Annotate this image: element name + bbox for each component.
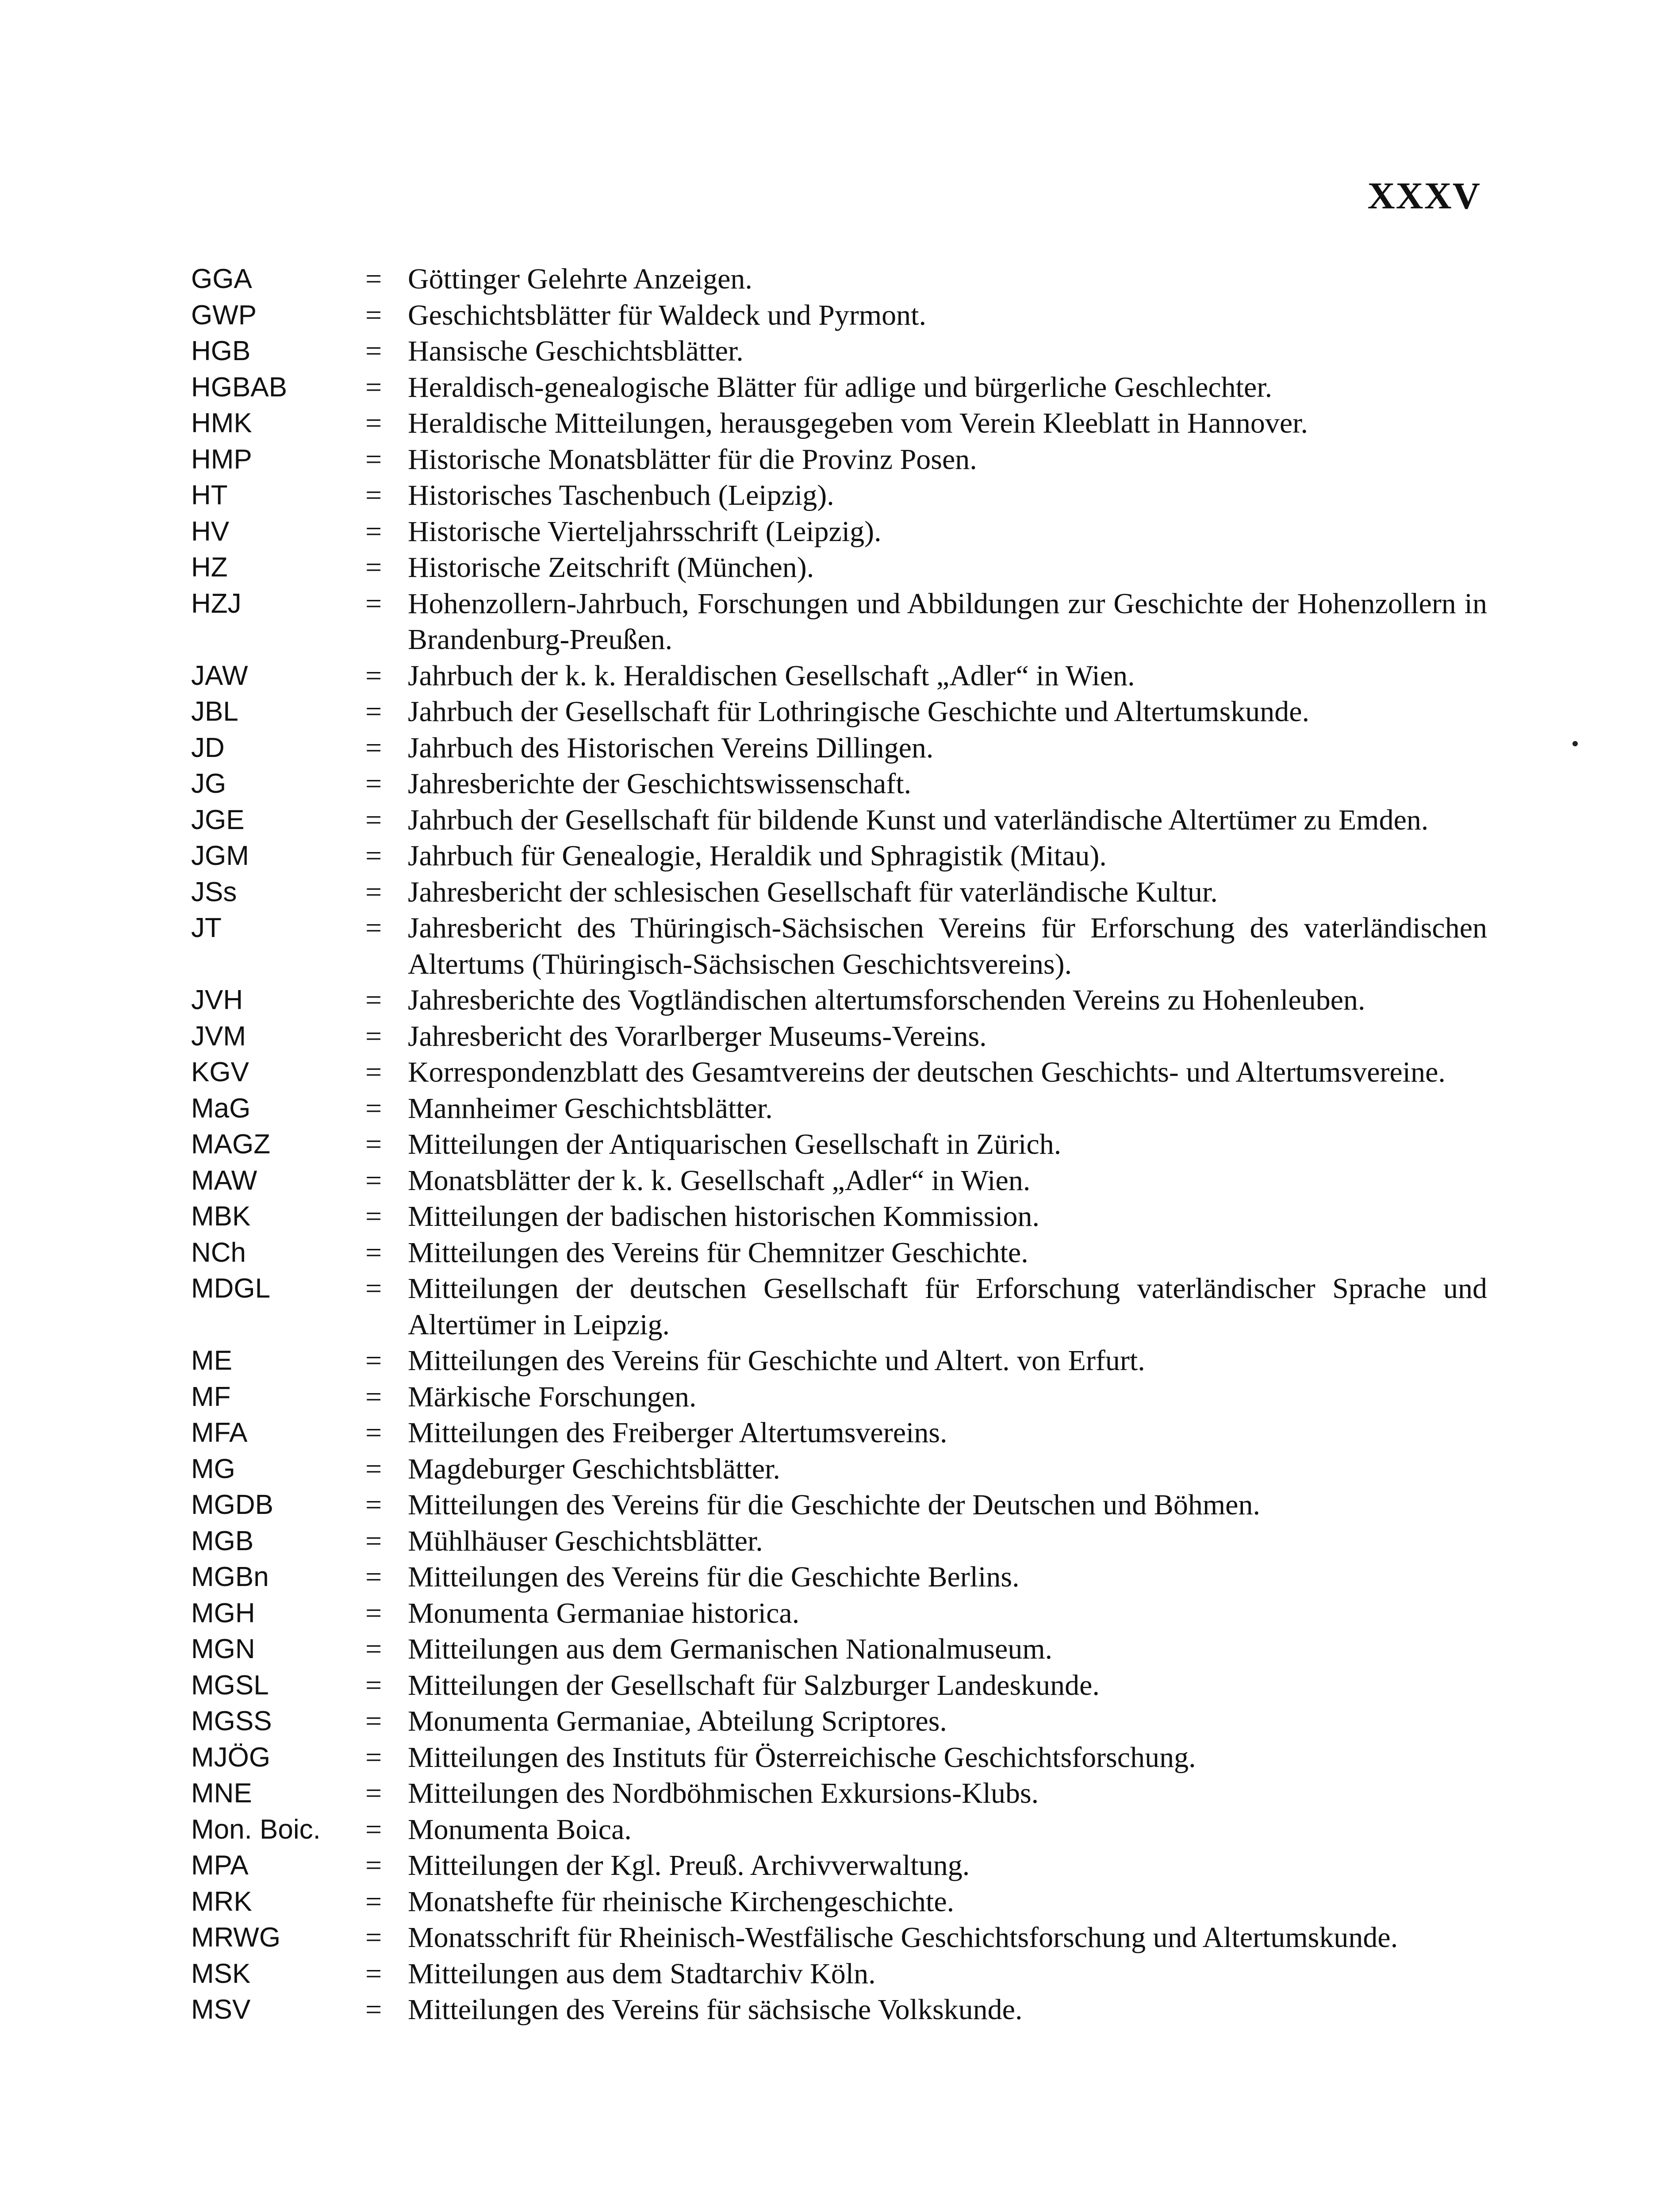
entry-abbreviation: MGBn [191,1562,269,1592]
abbreviation-entry [191,1126,1487,1163]
entry-abbreviation: JGE [191,804,245,835]
abbreviation-entry [191,730,1487,766]
abbreviation-entry [191,1343,1487,1379]
abbreviation-entry [191,405,1487,442]
equals-sign: = [365,1452,382,1485]
entry-abbreviation: MJÖG [191,1742,271,1773]
equals-sign: = [365,1957,382,1990]
equals-sign: = [365,1849,382,1882]
equals-sign: = [365,1669,382,1701]
entry-abbreviation: MGSS [191,1706,272,1736]
entry-title: Heraldisch-genealogische Blätter für adlige und bürgerliche Geschlechter. [408,371,1273,403]
abbreviation-entry [191,1884,1487,1920]
abbreviation-entry [191,1235,1487,1271]
abbreviation-entry [191,1271,1487,1343]
entry-abbreviation: GWP [191,300,257,330]
entry-title: Magdeburger Geschichtsblätter. [408,1452,780,1485]
equals-sign: = [365,551,382,584]
entry-title: Jahrbuch der k. k. Heraldischen Gesellschaft „Adler“ in Wien. [408,659,1135,692]
abbreviation-entry [191,1415,1487,1451]
entry-title: Mitteilungen aus dem Germanischen Nationalmuseum. [408,1633,1053,1665]
abbreviation-entry [191,1595,1487,1632]
abbreviation-entry [191,1667,1487,1704]
equals-sign: = [365,1344,382,1377]
abbreviation-entry [191,1451,1487,1487]
entry-abbreviation: MRK [191,1886,252,1917]
entry-abbreviation: GGA [191,264,252,294]
entry-abbreviation: HV [191,516,230,547]
equals-sign: = [365,335,382,367]
entry-title: Mitteilungen des Vereins für die Geschichte der Deutschen und Böhmen. [408,1489,1260,1521]
entry-title: Mitteilungen des Nordböhmischen Exkursions-Klubs. [408,1777,1039,1809]
abbreviation-entry [191,1920,1487,1956]
abbreviation-entry [191,1018,1487,1055]
entry-abbreviation: HZ [191,552,228,583]
entry-abbreviation: MAW [191,1165,257,1196]
equals-sign: = [365,1993,382,2026]
entry-abbreviation: MNE [191,1778,252,1809]
equals-sign: = [365,1056,382,1088]
equals-sign: = [365,1417,382,1449]
abbreviation-entry [191,1812,1487,1848]
entry-title: Mitteilungen des Vereins für die Geschichte Berlins. [408,1561,1020,1593]
entry-abbreviation: JVH [191,985,243,1015]
equals-sign: = [365,912,382,944]
entry-abbreviation: MDGL [191,1273,271,1304]
entry-abbreviation: MSK [191,1958,251,1989]
abbreviation-entry [191,874,1487,910]
abbreviation-entry [191,586,1487,658]
entry-title: Jahresbericht des Thüringisch-Sächsischen Vereins für Erforschung des vaterländischen Altertums (Thüringisch-Sächsischen Geschichtsvereins). [408,912,1487,980]
equals-sign: = [365,803,382,836]
equals-sign: = [365,768,382,800]
equals-sign: = [365,984,382,1016]
abbreviation-entry [191,1775,1487,1812]
entry-title: Göttinger Gelehrte Anzeigen. [408,263,752,295]
entry-title: Mitteilungen der Gesellschaft für Salzburger Landeskunde. [408,1669,1100,1701]
equals-sign: = [365,1813,382,1846]
entry-title: Jahresbericht des Vorarlberger Museums-Vereins. [408,1020,987,1052]
entry-abbreviation: MAGZ [191,1129,271,1160]
entry-abbreviation: MBK [191,1201,251,1232]
entry-title: Mitteilungen der Antiquarischen Gesellschaft in Zürich. [408,1128,1062,1160]
equals-sign: = [365,263,382,295]
equals-sign: = [365,659,382,692]
entry-abbreviation: MSV [191,1994,251,2025]
equals-sign: = [365,1705,382,1737]
equals-sign: = [365,1164,382,1197]
abbreviation-entry [191,549,1487,586]
equals-sign: = [365,1236,382,1269]
entry-abbreviation: MG [191,1453,235,1484]
entry-title: Historische Zeitschrift (München). [408,551,814,584]
equals-sign: = [365,1777,382,1809]
equals-sign: = [365,1525,382,1557]
entry-title: Hohenzollern-Jahrbuch, Forschungen und Abbildungen zur Geschichte der Hohenzollern in Brandenburg-Preußen. [408,587,1487,656]
equals-sign: = [365,1633,382,1665]
entry-title: Hansische Geschichtsblätter. [408,335,744,367]
entry-title: Mitteilungen des Vereins für Geschichte und Altert. von Erfurt. [408,1344,1145,1377]
entry-title: Geschichtsblätter für Waldeck und Pyrmont. [408,299,927,331]
abbreviation-entry [191,1631,1487,1667]
entry-abbreviation: MFA [191,1417,248,1448]
equals-sign: = [365,1128,382,1160]
abbreviation-entry [191,1740,1487,1776]
equals-sign: = [365,371,382,403]
abbreviation-entry [191,1523,1487,1559]
entry-abbreviation: MGH [191,1598,255,1628]
entry-title: Jahresbericht der schlesischen Gesellschaft für vaterländische Kultur. [408,876,1218,908]
abbreviation-entry [191,838,1487,874]
abbreviation-entry [191,477,1487,514]
equals-sign: = [365,1741,382,1774]
page-number: XXXV [1367,174,1481,217]
abbreviation-entry [191,514,1487,550]
abbreviation-entry [191,297,1487,334]
abbreviation-entry [191,1198,1487,1235]
entry-title: Historische Monatsblätter für die Provinz Posen. [408,443,977,476]
entry-abbreviation: MPA [191,1850,249,1881]
entry-title: Mühlhäuser Geschichtsblätter. [408,1525,763,1557]
equals-sign: = [365,1921,382,1954]
entry-abbreviation: ME [191,1345,232,1376]
entry-title: Monatshefte für rheinische Kirchengeschichte. [408,1885,955,1918]
equals-sign: = [365,876,382,908]
equals-sign: = [365,1885,382,1918]
entry-title: Mitteilungen aus dem Stadtarchiv Köln. [408,1957,876,1990]
equals-sign: = [365,1597,382,1629]
entry-abbreviation: MF [191,1381,231,1412]
abbreviation-entry [191,1091,1487,1127]
entry-title: Jahrbuch der Gesellschaft für bildende Kunst und vaterländische Altertümer zu Emden. [408,803,1429,836]
equals-sign: = [365,731,382,764]
entry-abbreviation: HGBAB [191,372,288,403]
abbreviation-entry [191,1992,1487,2028]
abbreviation-entry [191,1847,1487,1884]
equals-sign: = [365,1020,382,1052]
entry-abbreviation: JD [191,732,225,763]
entry-abbreviation: KGV [191,1057,249,1087]
equals-sign: = [365,1092,382,1125]
abbreviation-entry [191,1163,1487,1199]
equals-sign: = [365,1272,382,1305]
entry-abbreviation: MGSL [191,1670,269,1701]
abbreviation-entry [191,442,1487,478]
abbreviation-entry [191,369,1487,406]
abbreviation-entry [191,658,1487,694]
equals-sign: = [365,443,382,476]
entry-title: Jahrbuch für Genealogie, Heraldik und Sphragistik (Mitau). [408,840,1107,872]
entry-title: Mitteilungen des Vereins für sächsische Volkskunde. [408,1993,1023,2026]
abbreviation-entry [191,694,1487,730]
equals-sign: = [365,1200,382,1233]
equals-sign: = [365,1489,382,1521]
entry-abbreviation: JVM [191,1021,246,1052]
abbreviation-entry [191,802,1487,838]
entry-title: Jahrbuch der Gesellschaft für Lothringische Geschichte und Altertumskunde. [408,695,1310,728]
entry-abbreviation: JT [191,913,222,943]
entry-abbreviation: JBL [191,696,238,727]
equals-sign: = [365,515,382,548]
entry-title: Monatsblätter der k. k. Gesellschaft „Adler“ in Wien. [408,1164,1031,1197]
abbreviation-entry [191,1956,1487,1992]
entry-abbreviation: HZJ [191,588,242,619]
entry-title: Mitteilungen der Kgl. Preuß. Archivverwaltung. [408,1849,970,1882]
entry-abbreviation: NCh [191,1237,246,1268]
abbreviation-entry [191,1487,1487,1523]
entry-abbreviation: JG [191,768,226,799]
entry-abbreviation: JGM [191,841,249,871]
abbreviation-entry [191,1559,1487,1595]
abbreviation-entry [191,1703,1487,1740]
equals-sign: = [365,479,382,511]
entry-abbreviation: MRWG [191,1922,281,1953]
entry-title: Märkische Forschungen. [408,1380,697,1413]
abbreviation-entry [191,261,1487,297]
equals-sign: = [365,407,382,439]
equals-sign: = [365,1561,382,1593]
entry-title: Monatsschrift für Rheinisch-Westfälische Geschichtsforschung und Altertumskunde. [408,1921,1398,1954]
entry-title: Mitteilungen des Instituts für Österreichische Geschichtsforschung. [408,1741,1196,1774]
entry-abbreviation: MaG [191,1093,251,1124]
equals-sign: = [365,299,382,331]
abbreviation-entry [191,910,1487,982]
entry-abbreviation: JSs [191,876,237,907]
entry-abbreviation: MGDB [191,1490,273,1520]
entry-abbreviation: MGN [191,1634,255,1664]
entry-title: Korrespondenzblatt des Gesamtvereins der deutschen Geschichts- und Altertumsvereine. [408,1056,1446,1088]
equals-sign: = [365,1380,382,1413]
entry-title: Mannheimer Geschichtsblätter. [408,1092,773,1125]
entry-title: Heraldische Mitteilungen, herausgegeben vom Verein Kleeblatt in Hannover. [408,407,1308,439]
equals-sign: = [365,840,382,872]
entry-abbreviation: HMP [191,444,252,475]
entry-title: Monumenta Germaniae historica. [408,1597,800,1629]
entry-title: Mitteilungen der badischen historischen Kommission. [408,1200,1039,1233]
entry-title: Jahresberichte des Vogtländischen altertumsforschenden Vereins zu Hohenleuben. [408,984,1365,1016]
entry-abbreviation: Mon. Boic. [191,1814,321,1845]
entry-abbreviation: HMK [191,408,252,438]
entry-abbreviation: HT [191,480,228,511]
entry-abbreviation: HGB [191,336,251,366]
entry-title: Historische Vierteljahrsschrift (Leipzig). [408,515,882,548]
stray-dot [1572,741,1578,746]
entry-title: Mitteilungen der deutschen Gesellschaft für Erforschung vaterländischer Sprache und Altertümer in Leipzig. [408,1272,1487,1341]
entry-title: Monumenta Germaniae, Abteilung Scriptores. [408,1705,947,1737]
entry-title: Historisches Taschenbuch (Leipzig). [408,479,834,511]
equals-sign: = [365,695,382,728]
entry-title: Jahresberichte der Geschichtswissenschaft. [408,768,912,800]
entry-abbreviation: MGB [191,1525,254,1556]
abbreviation-entry [191,1054,1487,1091]
entry-title: Mitteilungen des Vereins für Chemnitzer Geschichte. [408,1236,1028,1269]
abbreviation-entry [191,766,1487,802]
entry-abbreviation: JAW [191,660,248,691]
entry-title: Mitteilungen des Freiberger Altertumsvereins. [408,1417,947,1449]
entry-title: Monumenta Boica. [408,1813,632,1846]
entry-title: Jahrbuch des Historischen Vereins Dillingen. [408,731,934,764]
abbreviation-entry [191,1379,1487,1415]
abbreviation-list [191,261,1487,2028]
abbreviation-entry [191,333,1487,369]
equals-sign: = [365,587,382,620]
abbreviation-entry [191,982,1487,1018]
